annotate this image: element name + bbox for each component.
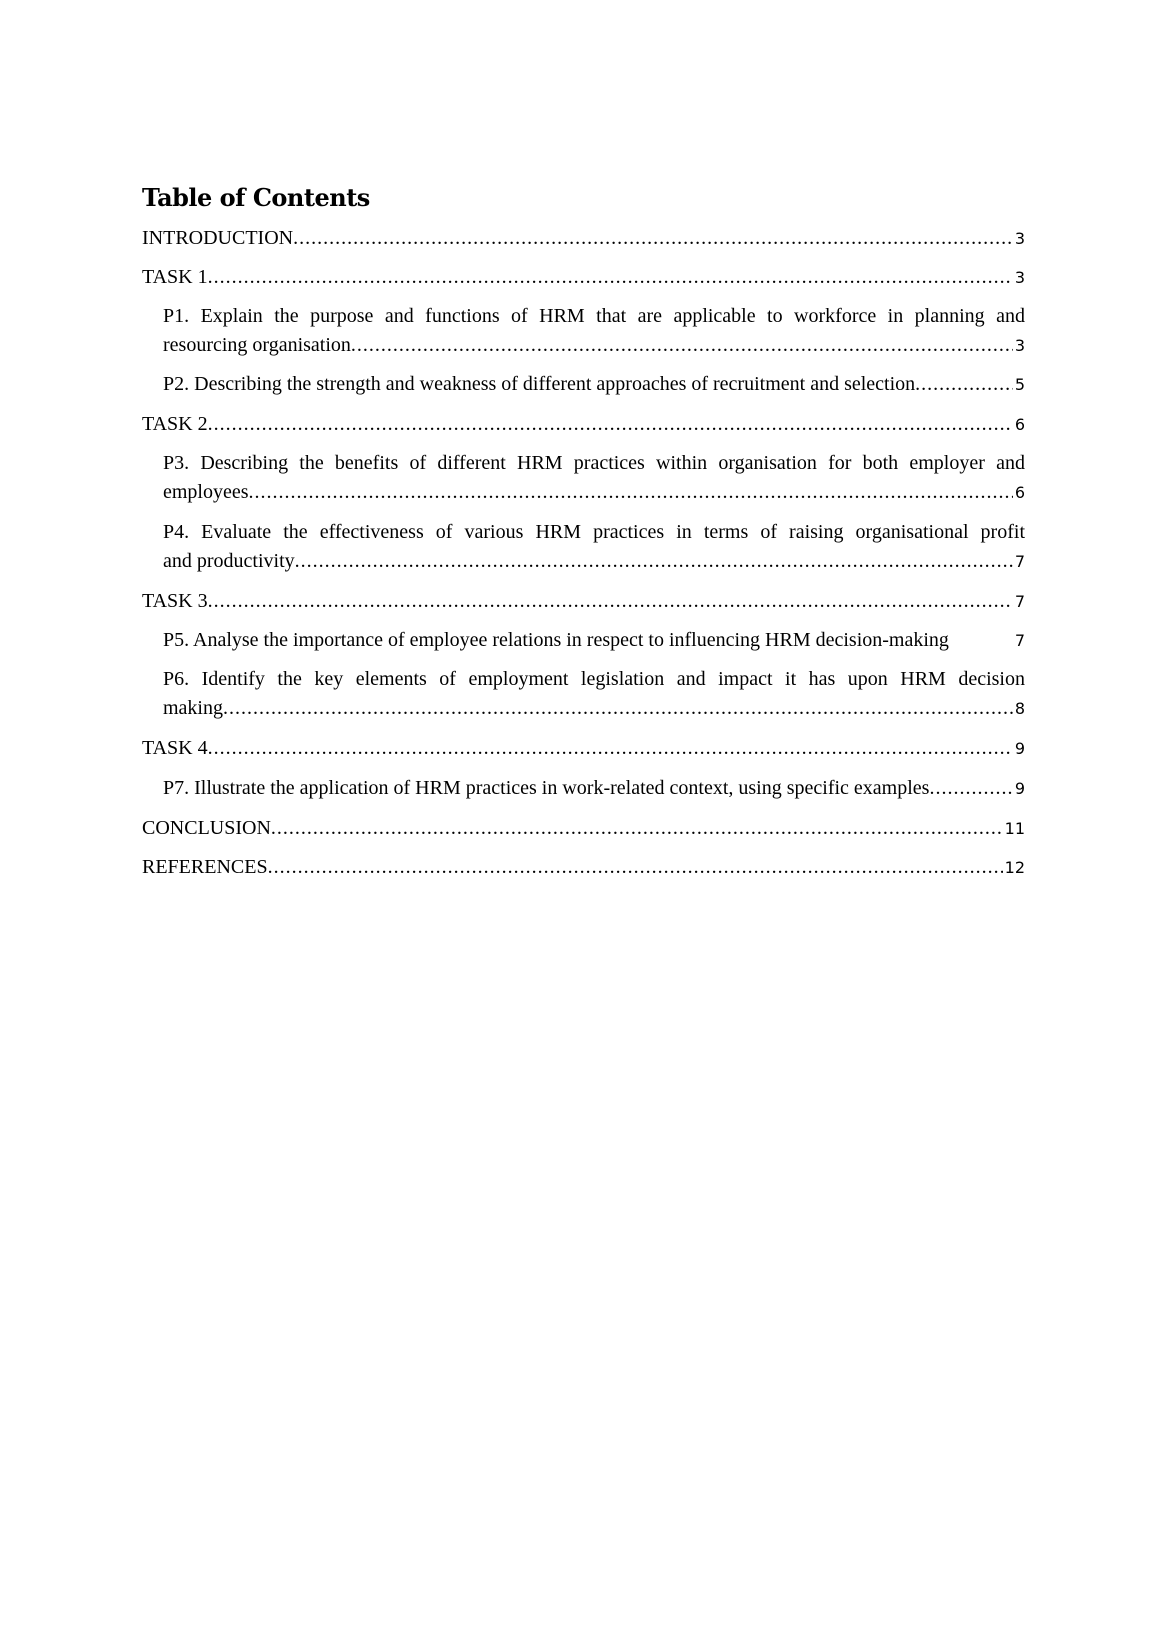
toc-page-number: 7	[1014, 631, 1025, 650]
toc-leader-dots	[929, 774, 1012, 803]
toc-leader-dots	[915, 370, 1013, 399]
toc-entry-text: employees	[163, 481, 249, 503]
toc-page-number: 5	[1014, 375, 1025, 394]
toc-entry-text: CONCLUSION	[142, 817, 271, 839]
toc-page-number: 6	[1014, 483, 1025, 502]
toc-entry-task-4[interactable]	[142, 734, 1025, 763]
toc-leader-dots	[293, 224, 1013, 253]
toc-entry-text: TASK 4	[142, 737, 208, 759]
toc-page-number: 7	[1014, 552, 1025, 571]
toc-leader-dots	[208, 734, 1013, 763]
toc-entry-text: REFERENCES	[142, 856, 268, 878]
toc-entry-task-1[interactable]	[142, 263, 1025, 292]
toc-entry-text: P7. Illustrate the application of HRM practices in work-related context, using specific examples	[163, 777, 930, 799]
toc-entry-references[interactable]	[142, 853, 1025, 882]
toc-entry-p1[interactable]	[163, 302, 1025, 360]
toc-entry-text: TASK 3	[142, 590, 208, 612]
toc-entry-conclusion[interactable]	[142, 814, 1025, 843]
toc-page-number: 3	[1014, 336, 1025, 355]
toc-entry-text: P2. Describing the strength and weakness of different approaches of recruitment and selection	[163, 373, 916, 395]
toc-leader-dots	[268, 853, 1003, 882]
toc-entry-p4[interactable]	[163, 518, 1025, 576]
toc-page-number: 3	[1014, 229, 1025, 248]
toc-entry-task-3[interactable]	[142, 587, 1025, 616]
toc-entry-task-2[interactable]	[142, 410, 1025, 439]
toc-leader-dots	[223, 694, 1013, 723]
toc-entry-p3[interactable]	[163, 449, 1025, 507]
toc-leader-dots	[351, 331, 1013, 360]
toc-page-number: 9	[1014, 779, 1025, 798]
toc-entry-text: and productivity	[163, 550, 295, 572]
toc-page-number: 8	[1014, 699, 1025, 718]
toc-entry-text: TASK 1	[142, 266, 208, 288]
toc-heading: Table of Contents	[142, 183, 370, 212]
toc-leader-dots	[271, 814, 1003, 843]
toc-page-number: 11	[1004, 819, 1025, 838]
toc-leader-dots	[208, 587, 1013, 616]
toc-entry-p6[interactable]	[163, 665, 1025, 723]
toc-entry-text: resourcing organisation	[163, 334, 351, 356]
toc-page-number: 6	[1014, 415, 1025, 434]
toc-entry-first-line: P3. Describing the benefits of different HRM practices within organisation for both employer and	[163, 452, 1025, 474]
toc-page-number: 3	[1014, 268, 1025, 287]
toc-entry-first-line: P1. Explain the purpose and functions of HRM that are applicable to workforce in planning and	[163, 305, 1025, 327]
toc-page-number: 12	[1004, 858, 1025, 877]
toc-leader-dots	[208, 263, 1013, 292]
toc-leader-dots	[208, 410, 1013, 439]
toc-leader-dots	[249, 478, 1013, 507]
toc-entry-text: TASK 2	[142, 413, 208, 435]
toc-entry-text: INTRODUCTION	[142, 227, 294, 249]
toc-leader-dots	[295, 547, 1013, 576]
toc-entry-p5[interactable]	[163, 626, 1025, 655]
toc-page-number: 7	[1014, 592, 1025, 611]
toc-entry-text: P5. Analyse the importance of employee relations in respect to influencing HRM decision-making	[163, 629, 949, 651]
toc-entry-first-line: P6. Identify the key elements of employment legislation and impact it has upon HRM decision	[163, 668, 1025, 690]
toc-entry-introduction[interactable]	[142, 224, 1025, 253]
toc-entry-p2[interactable]	[163, 370, 1025, 399]
toc-entry-p7[interactable]	[163, 774, 1025, 803]
toc-page-number: 9	[1014, 739, 1025, 758]
toc-entry-text: making	[163, 697, 223, 719]
toc-entry-first-line: P4. Evaluate the effectiveness of various HRM practices in terms of raising organisational profit	[163, 521, 1025, 543]
